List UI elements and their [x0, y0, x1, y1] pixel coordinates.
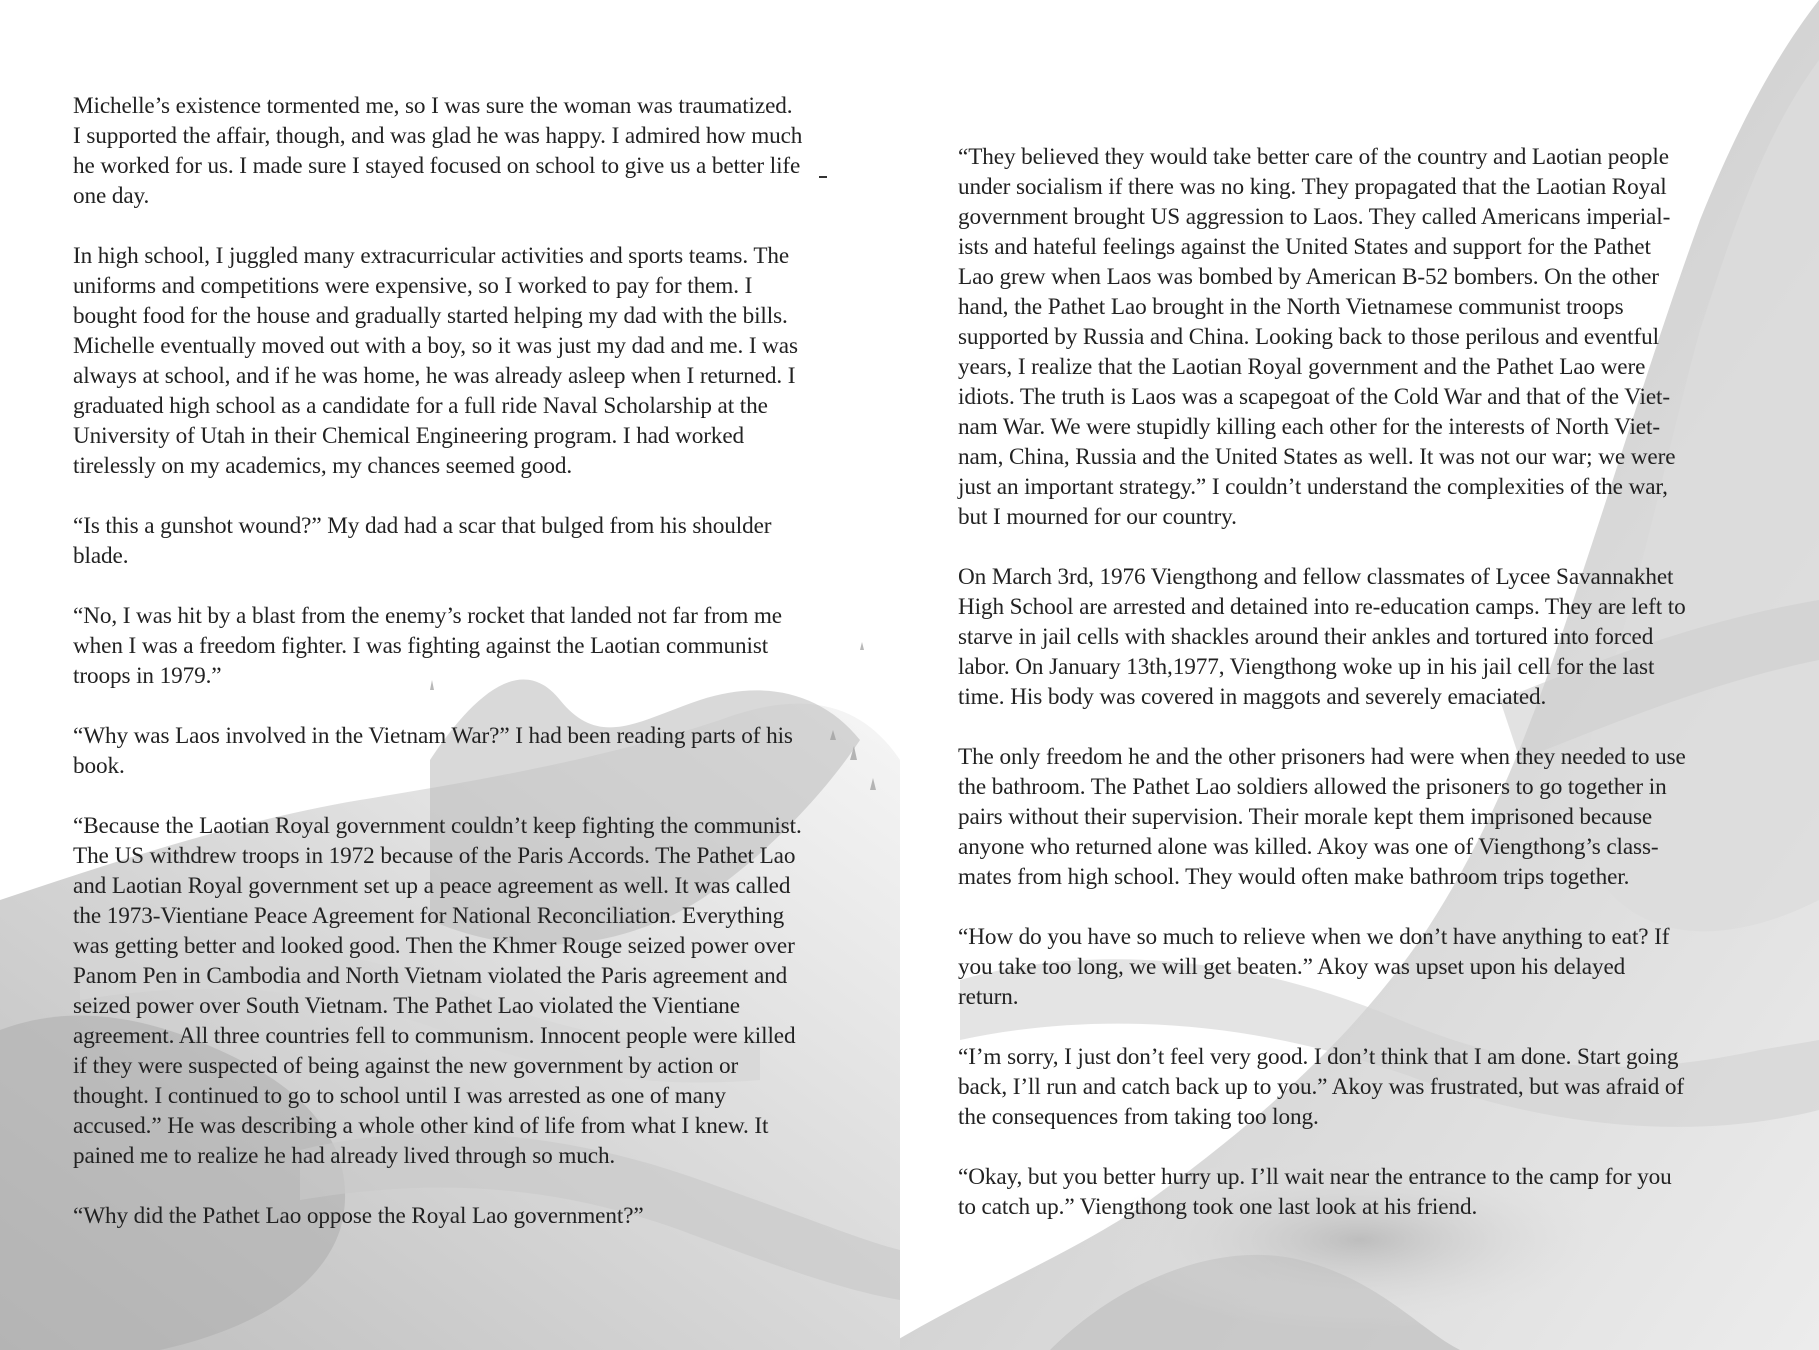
- paragraph: “Is this a gunshot wound?” My dad had a scar that bulged from his shoulder blade.: [73, 513, 772, 569]
- paragraph: “No, I was hit by a blast from the enemy’s rocket that landed not far from me when I was a freedom fighter. I was fighting against the Laotian communist troops in 1979.”: [73, 603, 782, 689]
- paragraph: The only freedom he and the other prisoners had were when they needed to use the bathroom. The Pathet Lao soldiers allowed the prisoners to go together in pairs without their supervision. Their morale kept them imprisoned because anyone who returned alone was killed. Akoy was one of Viengthong’s class- mates from high school. They would often make bathroom trips together.: [958, 744, 1686, 890]
- paragraph: “Why was Laos involved in the Vietnam War?” I had been reading parts of his book.: [73, 723, 793, 779]
- left-page-text: [73, 91, 878, 1261]
- paragraph: “Why did the Pathet Lao oppose the Royal Lao government?”: [73, 1203, 644, 1229]
- stray-dash-mark: [819, 176, 827, 178]
- paragraph: On March 3rd, 1976 Viengthong and fellow classmates of Lycee Savannakhet High School are arrested and detained into re-education camps. They are left to starve in jail cells with shackles around their ankles and tortured into forced labor. On January 13th,1977, Viengthong woke up in his jail cell for the last time. His body was covered in maggots and severely emaciated.: [958, 564, 1686, 710]
- paragraph: Michelle’s existence tormented me, so I was sure the woman was traumatized. I supported the affair, though, and was glad he was happy. I admired how much he worked for us. I made sure I stayed focused on school to give us a better life one day.: [73, 93, 803, 209]
- paragraph: “Okay, but you better hurry up. I’ll wait near the entrance to the camp for you to catch up.” Viengthong took one last look at his friend.: [958, 1164, 1672, 1220]
- paragraph: In high school, I juggled many extracurricular activities and sports teams. The uniforms and competitions were expensive, so I worked to pay for them. I bought food for the house and gradually started helping my dad with the bills. Michelle eventually moved out with a boy, so it was just my dad and me. I was always at school, and if he was home, he was already asleep when I returned. I graduated high school as a candidate for a full ride Naval Scholarship at the University of Utah in their Chemical Engineering program. I had worked tirelessly on my academics, my chances seemed good.: [73, 243, 798, 479]
- right-page-text: [958, 142, 1760, 1252]
- paragraph: “They believed they would take better care of the country and Laotian people under socialism if there was no king. They propagated that the Laotian Royal government brought US aggression to Laos. They called Americans imperial- ists and hateful feelings against the United States and support for the Pathet Lao grew when Laos was bombed by American B-52 bombers. On the other hand, the Pathet Lao brought in the North Vietnamese communist troops supported by Russia and China. Looking back to those perilous and eventful years, I realize that the Laotian Royal government and the Pathet Lao were idiots. The truth is Laos was a scapegoat of the Cold War and that of the Viet- nam War. We were stupidly killing each other for the interests of North Viet- nam, China, Russia and the United States as well. It was not our war; we were just an important strategy.” I couldn’t understand the complexities of the war, but I mourned for our country.: [958, 144, 1676, 530]
- paragraph: “I’m sorry, I just don’t feel very good. I don’t think that I am done. Start going back, I’ll run and catch back up to you.” Akoy was frustrated, but was afraid of the consequences from taking too long.: [958, 1044, 1685, 1130]
- paragraph: “How do you have so much to relieve when we don’t have anything to eat? If you take too long, we will get beaten.” Akoy was upset upon his delayed return.: [958, 924, 1670, 1010]
- paragraph: “Because the Laotian Royal government couldn’t keep fighting the communist. The US withdrew troops in 1972 because of the Paris Accords. The Pathet Lao and Laotian Royal government set up a peace agreement as well. It was called the 1973-Vientiane Peace Agreement for National Reconciliation. Everything was getting better and looked good. Then the Khmer Rouge seized power over Panom Pen in Cambodia and North Vietnam violated the Paris agreement and seized power over South Vietnam. The Pathet Lao violated the Vientiane agreement. All three countries fell to communism. Innocent people were killed if they were suspected of being against the new government by action or thought. I continued to go to school until I was arrested as one of many accused.” He was describing a whole other kind of life from what I knew. It pained me to realize he had already lived through so much.: [73, 813, 802, 1169]
